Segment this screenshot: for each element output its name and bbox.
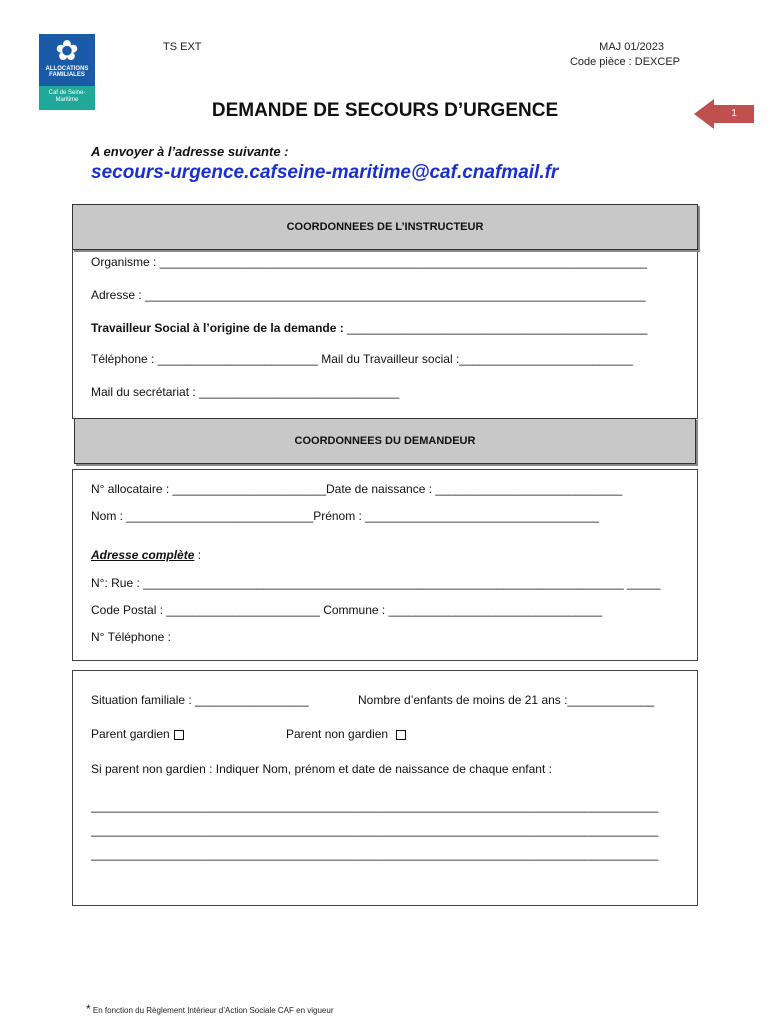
adresse-colon: : [194, 548, 202, 562]
demandeur-header: COORDONNEES DU DEMANDEUR [74, 418, 696, 464]
travailleur-label: Travailleur Social à l’origine de la demande : [91, 321, 348, 335]
email-link[interactable]: secours-urgence.cafseine-maritime@caf.cnafmail.fr [91, 162, 559, 183]
enfants-instruction: Si parent non gardien : Indiquer Nom, prénom et date de naissance de chaque enfant : [91, 762, 552, 776]
adresse-complete-label [91, 548, 201, 562]
enfant-line-3[interactable]: _____________________________________________________________________________________ [91, 847, 659, 861]
footnote-text: En fonction du Règlement Intérieur d’Action Sociale CAF en vigueur [92, 1006, 334, 1015]
parent-gardien-label: Parent gardien [91, 727, 170, 741]
footnote-mark: * [86, 1002, 91, 1016]
adresse-complete-text: Adresse complète [91, 548, 195, 562]
send-address-label: A envoyer à l’adresse suivante : [91, 144, 289, 159]
page-title: DEMANDE DE SECOURS D’URGENCE [211, 100, 559, 121]
parent-non-gardien-checkbox[interactable] [396, 730, 406, 740]
travailleur-blank[interactable]: _____________________________________________ [347, 321, 648, 335]
enfant-line-1[interactable]: _____________________________________________________________________________________ [91, 799, 659, 813]
page-number-badge [694, 99, 754, 129]
adresse-field[interactable]: Adresse : ___________________________________________________________________________ [91, 288, 646, 302]
parent-gardien-checkbox[interactable] [174, 730, 184, 740]
parent-non-gardien-option[interactable] [286, 727, 406, 741]
page-number: 1 [731, 108, 737, 119]
logo-text-allocations: ALLOCATIONS FAMILIALES [45, 66, 89, 78]
secretariat-mail-field[interactable]: Mail du secrétariat : ______________________________ [91, 385, 400, 399]
nom-prenom-field[interactable]: Nom : ____________________________Prénom : ___________________________________ [91, 509, 599, 523]
nombre-enfants-field[interactable]: Nombre d’enfants de moins de 21 ans :_____________ [358, 693, 655, 707]
logo-text-caf: Caf de Seine-Maritime [39, 86, 95, 110]
parent-gardien-option[interactable] [91, 727, 184, 741]
enfant-line-2[interactable]: _____________________________________________________________________________________ [91, 823, 659, 837]
header-left-code: TS EXT [163, 41, 202, 53]
caf-emblem-icon: ✿ [55, 35, 79, 66]
instructeur-header: COORDONNEES DE L’INSTRUCTEUR [72, 204, 698, 250]
allocataire-field[interactable]: N° allocataire : _______________________Date de naissance : ____________________________ [91, 482, 623, 496]
telephone-demandeur-field[interactable]: N° Téléphone : [91, 630, 171, 644]
rue-field[interactable]: N°: Rue : ________________________________________________________________________ _____ [91, 576, 661, 590]
parent-non-gardien-label: Parent non gardien [286, 727, 389, 741]
caf-logo [39, 34, 95, 110]
travailleur-field[interactable] [91, 321, 647, 335]
organisme-field[interactable]: Organisme : _________________________________________________________________________ [91, 255, 647, 269]
code-postal-commune-field[interactable]: Code Postal : _______________________ Commune : ________________________________ [91, 603, 603, 617]
footnote [86, 1002, 333, 1016]
header-code-piece: Code pièce : DEXCEP [569, 56, 680, 68]
situation-familiale-field[interactable]: Situation familiale : _________________ [91, 693, 309, 707]
telephone-mail-field[interactable]: Téléphone : ________________________ Mail du Travailleur social :__________________________ [91, 352, 633, 366]
header-maj: MAJ 01/2023 [599, 41, 664, 53]
